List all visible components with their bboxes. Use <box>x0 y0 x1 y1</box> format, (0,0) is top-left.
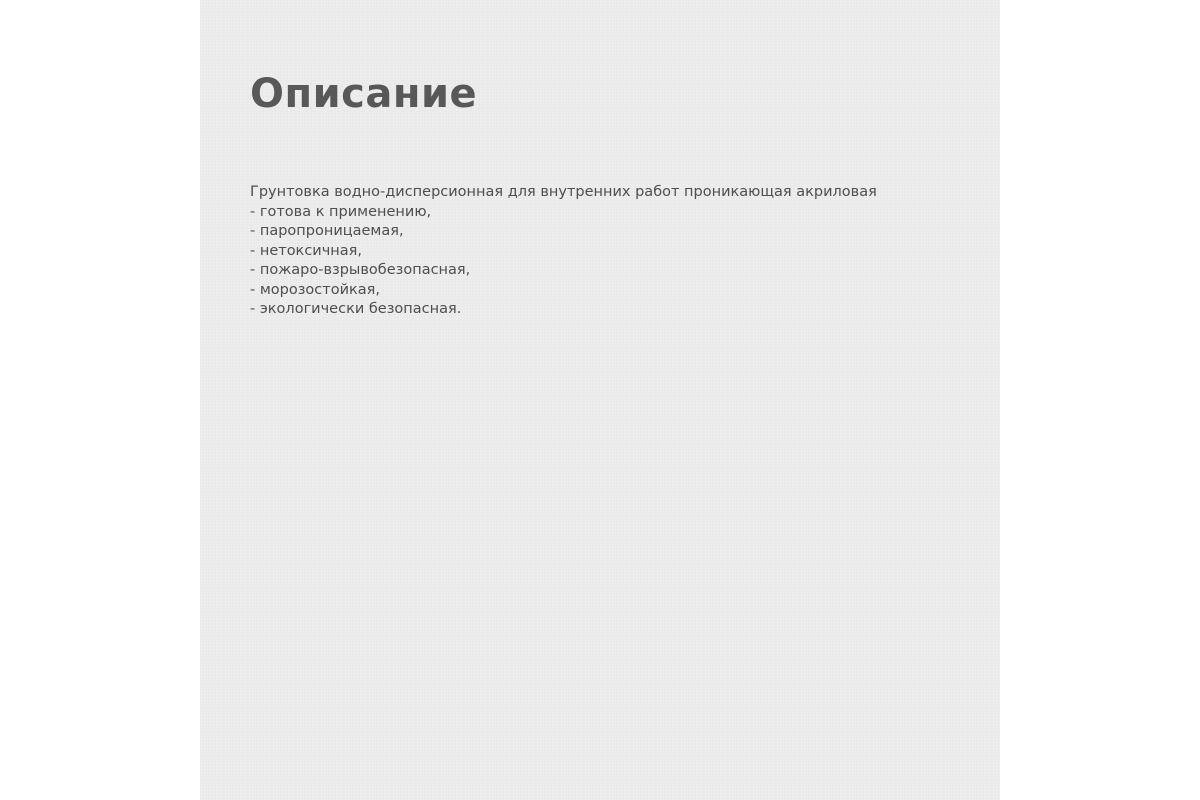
description-block <box>250 183 970 320</box>
feature-item: - нетоксичная, <box>250 242 362 259</box>
feature-item: - морозостойкая, <box>250 281 380 298</box>
feature-item: - экологически безопасная. <box>250 301 462 317</box>
feature-item: - пожаро-взрывобезопасная, <box>250 262 471 278</box>
description-card <box>200 0 1000 800</box>
page-title: Описание <box>250 71 478 117</box>
feature-item: - готова к применению, <box>250 203 432 220</box>
description-intro: Грунтовка водно-дисперсионная для внутренних работ проникающая акриловая <box>250 184 877 200</box>
feature-item: - паропроницаемая, <box>250 223 404 239</box>
